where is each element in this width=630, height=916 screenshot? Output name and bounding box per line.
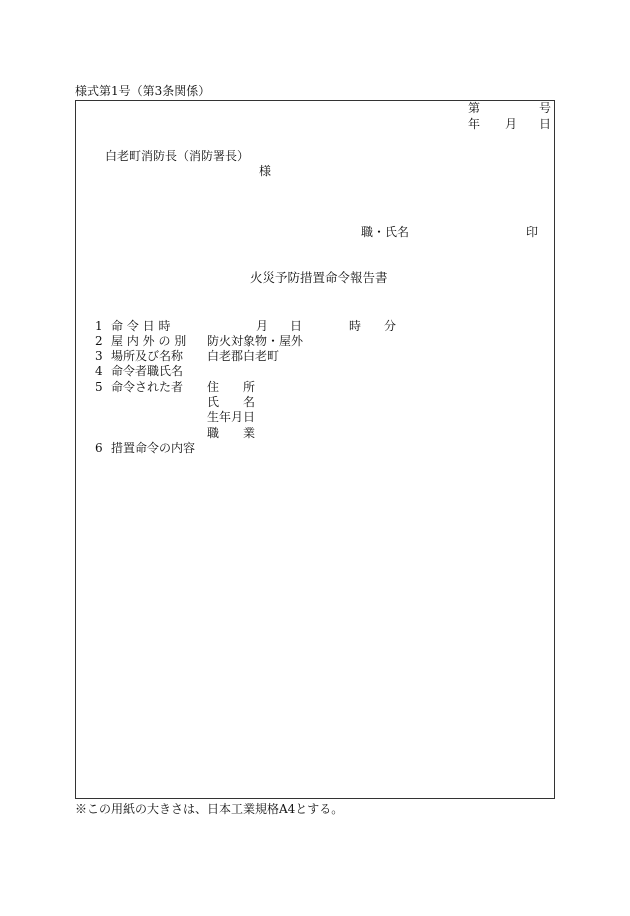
item-number: 4 — [95, 364, 103, 378]
subfield-address: 住 所 — [207, 380, 256, 394]
datetime-day: 日 — [290, 319, 303, 333]
item-number: 2 — [95, 334, 103, 348]
item-number: 5 — [95, 380, 103, 394]
document-title: 火災予防措置命令報告書 — [250, 270, 388, 285]
item-number: 1 — [95, 319, 103, 333]
datetime-month: 月 — [256, 319, 269, 333]
subfield-birthdate: 生年月日 — [207, 410, 256, 424]
addressee-name: 白老町消防長（消防署長） — [105, 149, 250, 163]
date-month: 月 — [505, 117, 518, 131]
item-number: 3 — [95, 349, 103, 363]
item-label-order-content: 措置命令の内容 — [111, 441, 196, 455]
datetime-hour: 時 — [349, 319, 362, 333]
subfield-name: 氏 名 — [207, 395, 256, 409]
item-number: 6 — [95, 441, 103, 455]
item-value-place-name: 白老郡白老町 — [207, 349, 280, 363]
number-prefix: 第 — [468, 101, 481, 115]
number-suffix: 号 — [539, 101, 552, 115]
item-label-order-datetime: 命 令 日 時 — [111, 319, 171, 333]
date-day: 日 — [539, 117, 552, 131]
date-year: 年 — [468, 117, 481, 131]
subfield-occupation: 職 業 — [207, 426, 256, 440]
item-label-orderer: 命令者職氏名 — [111, 364, 184, 378]
reporter-title-name-label: 職・氏名 — [361, 225, 410, 239]
seal-mark: 印 — [526, 225, 539, 239]
footnote: ※この用紙の大きさは、日本工業規格A4とする。 — [75, 802, 344, 816]
form-label: 様式第1号（第3条関係） — [75, 84, 211, 98]
item-value-indoor-outdoor: 防火対象物・屋外 — [207, 334, 304, 348]
datetime-minute: 分 — [384, 319, 397, 333]
item-label-place-name: 場所及び名称 — [111, 349, 184, 363]
addressee-honorific: 様 — [259, 164, 272, 178]
item-label-indoor-outdoor: 屋 内 外 の 別 — [111, 334, 187, 348]
item-label-ordered-person: 命令された者 — [111, 380, 184, 394]
